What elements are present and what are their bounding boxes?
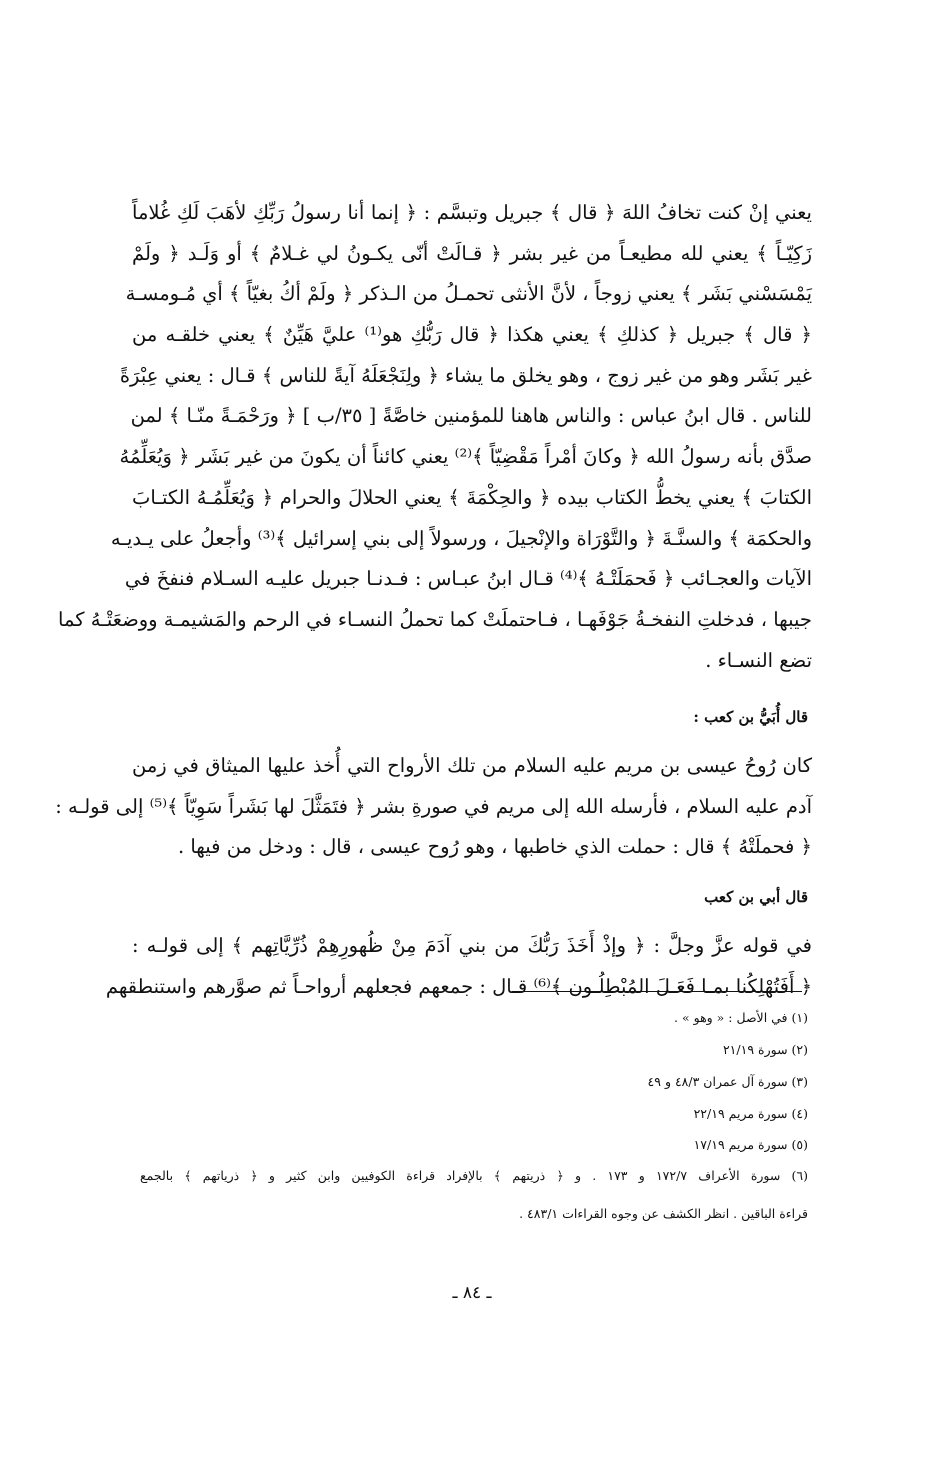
text-line: الآيات والعجـائب ﴿ فَحمَلَتْـهُ ﴾⁽⁴⁾ قـال ابنُ عبـاس : فـدنـا جبريل عليـه السـلام فنفخَ في bbox=[124, 567, 812, 591]
text-line: كان رُوحُ عيسى بن مريم عليه السلام من تلك الأرواح التي أُخذ عليها الميثاق في زمن bbox=[132, 754, 812, 777]
section-heading-2: قال أبي بن كعب bbox=[704, 888, 808, 906]
paragraph-2 bbox=[55, 746, 812, 868]
text-line: ﴿ أَفَتُهْلِكُنا بمـا فَعَـلَ المُبْطِلُـون ﴾⁽⁶⁾ قـال : جمعهم فجعلهم أرواحـاً ثم صوَّرهم واستنطقهم bbox=[105, 974, 812, 998]
text-line: والحكمَة ﴾ والسنَّـةَ ﴿ والتَّوْرَاة والإنْجيلَ ، ورسولاً إلى بني إسرائيل ﴾⁽³⁾ وأجعلُ على يـديـه bbox=[110, 526, 812, 550]
text-line: يَمْسَسْني بَشَر ﴾ يعني زوجاً ، لأنَّ الأنثى تحمـلُ من الـذكر ﴿ ولَمْ أكُ بغيّاً ﴾ أي مُـومسـة bbox=[125, 282, 812, 306]
page-number: ـ ٨٤ ـ bbox=[452, 1283, 492, 1303]
footnote: (١) في الأصل : « وهو » . bbox=[674, 1010, 808, 1025]
text-line: صدَّق بأنه رسولُ الله ﴿ وكانَ أمْراً مَقْضِيّاً ﴾⁽²⁾ يعني كائناً أن يكونَ من غير بَشَر ﴿ وَيُعَلِّمُهُ bbox=[119, 445, 812, 469]
text-line: للناس . قال ابنُ عباس : والناس هاهنا للمؤمنين خاصَّةً [ ٣٥/ب ] ﴿ ورَحْمَـةً منّـا ﴾ لمن bbox=[130, 404, 812, 428]
footnote: (٢) سورة ٢١/١٩ bbox=[722, 1042, 808, 1057]
footnote: (٥) سورة مريم ١٧/١٩ bbox=[693, 1137, 808, 1152]
text-line: جيبها ، فدخلتِ النفخـةُ جَوْفَهـا ، فـاحتملَتْ كما تحملُ النسـاء في الرحم والمَشيمـة ووضعَتْـهُ كما bbox=[58, 607, 812, 631]
text-line: غير بَشَر وهو من غير زوج ، وهو يخلق ما يشاء ﴿ ولِنَجْعَلَهُ آيةً للناس ﴾ قـال : يعني عِبْرَةً bbox=[119, 363, 812, 387]
text-line: ﴿ فحملَتْهُ ﴾ قال : حملت الذي خاطبها ، وهو رُوح عيسى ، قال : ودخل من فيها . bbox=[177, 835, 812, 859]
text-line: يعني إنْ كنت تخافُ اللهَ ﴿ قال ﴾ جبريل وتبسَّم : ﴿ إنما أنا رسولُ رَبِّكِ لأهَبَ لَكِ غُلاماً bbox=[132, 201, 812, 224]
footnote: (٦) سورة الأعراف ١٧٢/٧ و ١٧٣ . و ﴿ ذريتهم ﴾ بالإفراد قراءة الكوفيين وابن كثير و ﴿ ذرياتهم ﴾ بالجمع bbox=[140, 1168, 809, 1183]
text-line: ﴿ قال ﴾ جبريل ﴿ كذلكِ ﴾ يعني هكذا ﴿ قال رَبُّكِ هو⁽¹⁾ عليَّ هَيِّنٌ ﴾ يعني خلقـه من bbox=[132, 323, 812, 347]
footnote-continuation: قراءة الباقين . انظر الكشف عن وجوه القراءات ٤٨٣/١ . bbox=[519, 1206, 808, 1221]
text-line: آدم عليه السلام ، فأرسله الله إلى مريم في صورةِ بشر ﴿ فتَمَثَّلَ لها بَشَراً سَوِيّاً ﴾⁽⁵⁾ إلى قولـه : bbox=[55, 794, 812, 818]
section-heading-1: قال أُبَيُّ بن كعب : bbox=[693, 708, 808, 726]
text-line: زَكِيّـاً ﴾ يعني لله مطيعـاً من غير بشر ﴿ قـالَتْ أنّى يكـونُ لي غـلامٌ ﴾ أو وَلَـد ﴿ ولَمْ bbox=[132, 241, 812, 265]
paragraph-1 bbox=[58, 193, 812, 681]
footnote: (٤) سورة مريم ٢٢/١٩ bbox=[693, 1106, 808, 1121]
footnote: (٣) سورة آل عمران ٤٨/٣ و ٤٩ bbox=[647, 1074, 808, 1089]
text-line: الكتابَ ﴾ يعني يخطُّ الكتاب بيده ﴿ والحِكْمَةَ ﴾ يعني الحلالَ والحرام ﴿ وَيُعَلِّمُـهُ الكتـابَ bbox=[132, 485, 812, 509]
text-line: تضع النسـاء . bbox=[705, 648, 812, 672]
footnote-divider bbox=[512, 991, 802, 992]
text-line: في قوله عزَّ وجلَّ : ﴿ وإذْ أَخَذَ رَبُّكَ من بني آدَمَ مِنْ ظُهورِهِمْ ذُرِّيَّاتِهم ﴾ إلى قولـه : bbox=[132, 934, 812, 957]
paragraph-3 bbox=[105, 926, 812, 1007]
